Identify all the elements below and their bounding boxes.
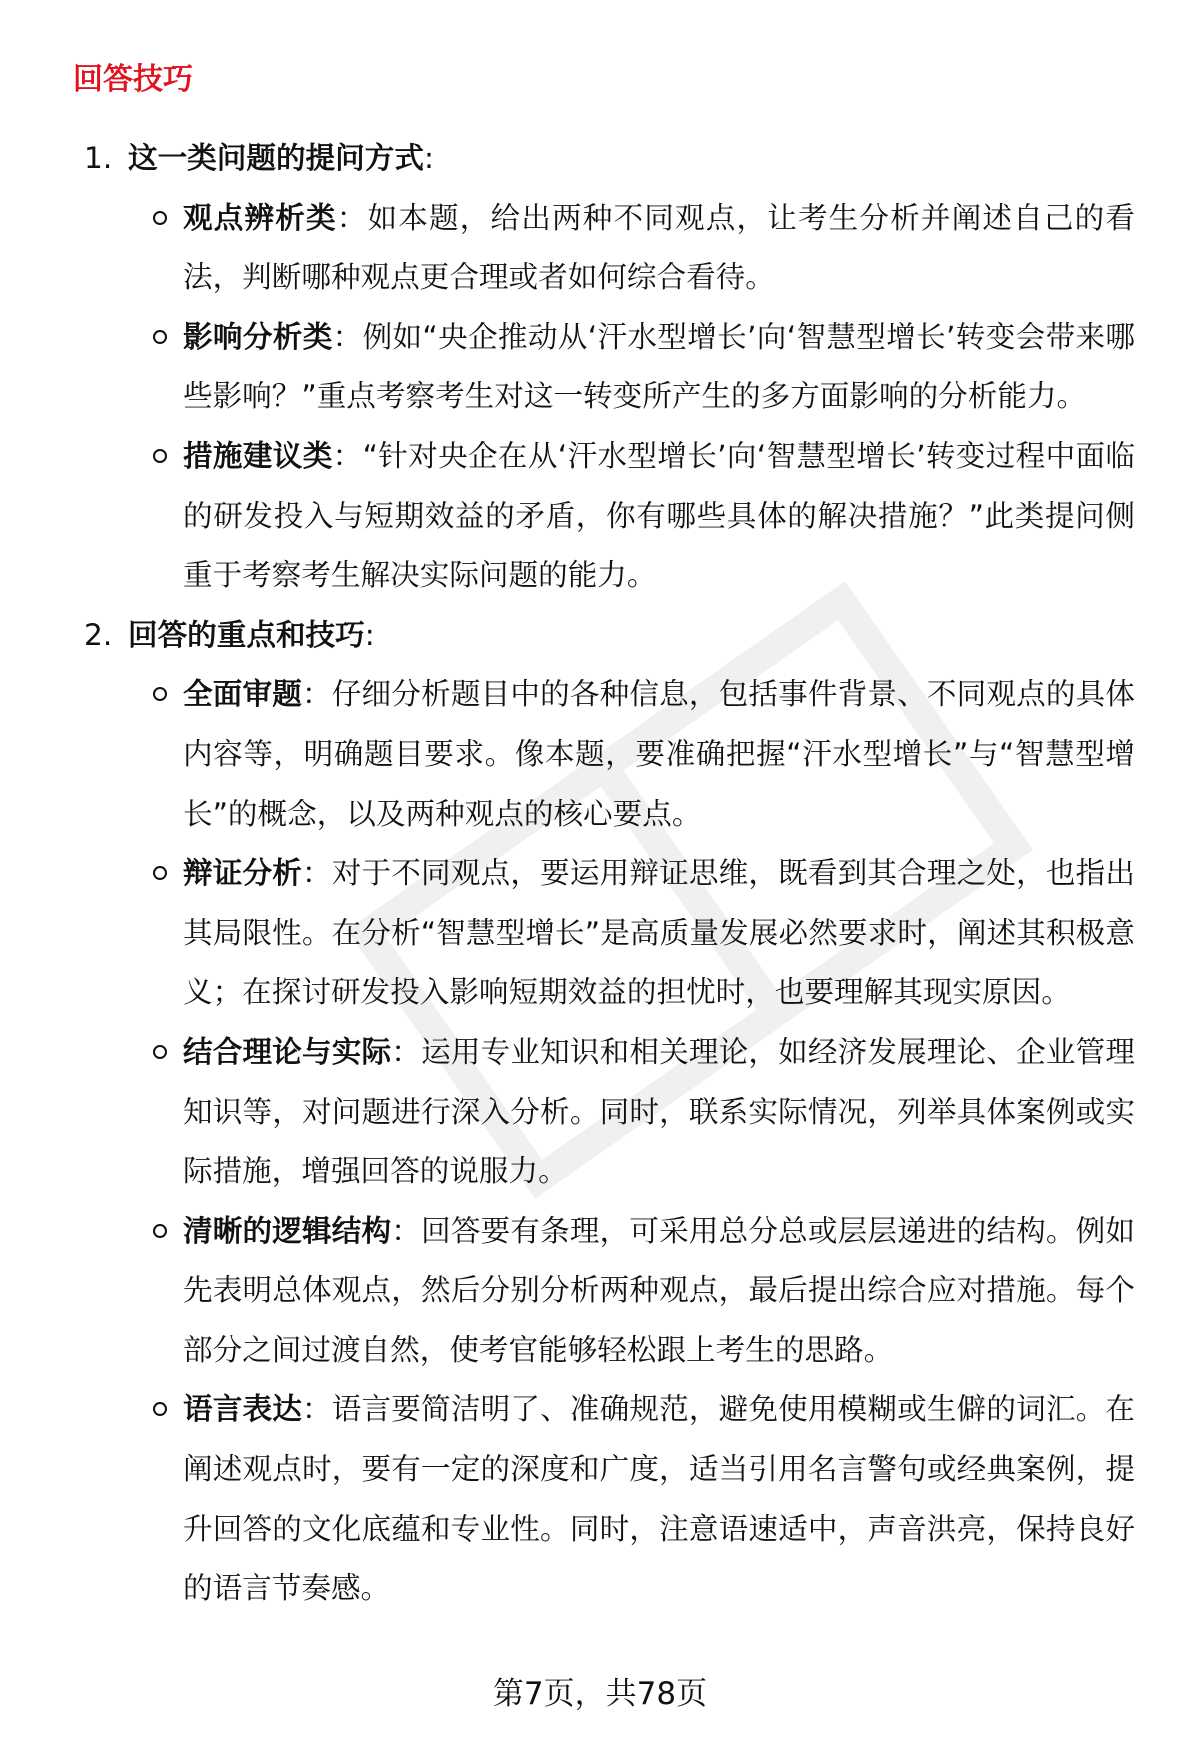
circle-bullet-icon: [153, 1402, 167, 1416]
section-title: 回答技巧: [73, 62, 193, 97]
sub-item-text: 如本题，给出两种不同观点，让考生分析并阐述自己的看法，判断哪种观点更合理或者如何综合看待。: [183, 200, 1136, 295]
sub-item-separator: ：: [332, 319, 363, 354]
sub-list-item: [183, 844, 1135, 1023]
circle-bullet-icon: [153, 211, 167, 225]
list-item: [0, 606, 1200, 1619]
sub-item-label: 措施建议类: [183, 438, 333, 473]
item-number: 2.: [84, 617, 113, 652]
sub-item-separator: ：: [391, 1034, 422, 1069]
sub-list-item: [183, 1023, 1135, 1202]
sub-item-text: 语言要简洁明了、准确规范，避免使用模糊或生僻的词汇。在阐述观点时，要有一定的深度和广度，适当引用名言警句或经典案例，提升回答的文化底蕴和专业性。同时，注意语速适中，声音洪亮，保持良好的语言节奏感。: [183, 1392, 1136, 1606]
sub-list-item: [183, 427, 1135, 606]
sub-list-item: [183, 665, 1135, 844]
sub-item-text: 例如“央企推动从‘汗水型增长’向‘智慧型增长’转变会带来哪些影响？”重点考察考生对这一转变所产生的多方面影响的分析能力。: [183, 319, 1136, 414]
sub-item-separator: ：: [391, 1213, 422, 1248]
list-item: [0, 129, 1200, 606]
sub-item-text: 仔细分析题目中的各种信息，包括事件背景、不同观点的具体内容等，明确题目要求。像本题，要准确把握“汗水型增长”与“智慧型增长”的概念，以及两种观点的核心要点。: [183, 677, 1136, 831]
sub-item-text: 对于不同观点，要运用辩证思维，既看到其合理之处，也指出其局限性。在分析“智慧型增长”是高质量发展必然要求时，阐述其积极意义；在探讨研发投入影响短期效益的担忧时，也要理解其现实原因。: [183, 856, 1136, 1010]
sub-list-item: [183, 189, 1135, 308]
sub-list-item: [183, 308, 1135, 427]
item-colon: :: [423, 141, 434, 175]
circle-bullet-icon: [153, 866, 167, 880]
sub-item-label: 观点辨析类: [183, 200, 337, 235]
sub-item-separator: ：: [302, 1392, 332, 1427]
sub-item-text: 运用专业知识和相关理论，如经济发展理论、企业管理知识等，对问题进行深入分析。同时，联系实际情况，列举具体案例或实际措施，增强回答的说服力。: [183, 1034, 1136, 1189]
sub-item-label: 辩证分析: [183, 856, 303, 891]
item-colon: :: [364, 617, 375, 652]
sub-item-separator: ：: [302, 677, 332, 712]
sub-list-item: [183, 1380, 1135, 1618]
circle-bullet-icon: [153, 330, 167, 344]
sub-item-label: 结合理论与实际: [183, 1034, 392, 1069]
sub-item-label: 语言表达: [183, 1392, 303, 1427]
circle-bullet-icon: [153, 687, 167, 701]
circle-bullet-icon: [153, 1045, 167, 1059]
sub-list-item: [183, 1202, 1135, 1381]
sub-item-label: 全面审题: [183, 677, 303, 712]
item-number: 1.: [84, 141, 113, 175]
sub-item-text: “针对央企在从‘汗水型增长’向‘智慧型增长’转变过程中面临的研发投入与短期效益的矛盾，你有哪些具体的解决措施？”此类提问侧重于考察考生解决实际问题的能力。: [183, 438, 1136, 593]
sub-item-separator: ：: [332, 438, 363, 473]
item-heading: 回答的重点和技巧: [128, 617, 365, 652]
sub-item-separator: ：: [336, 200, 368, 235]
sub-item-text: 回答要有条理，可采用总分总或层层递进的结构。例如先表明总体观点，然后分别分析两种观点，最后提出综合应对措施。每个部分之间过渡自然，使考官能够轻松跟上考生的思路。: [183, 1213, 1136, 1367]
page-number: 第7页，共78页: [492, 1676, 708, 1712]
item-heading: 这一类问题的提问方式: [128, 141, 424, 175]
circle-bullet-icon: [153, 1224, 167, 1238]
sub-item-label: 清晰的逻辑结构: [183, 1213, 392, 1248]
circle-bullet-icon: [153, 449, 167, 463]
sub-item-separator: ：: [302, 856, 332, 891]
sub-item-label: 影响分析类: [183, 319, 333, 354]
content: [0, 129, 1200, 1619]
